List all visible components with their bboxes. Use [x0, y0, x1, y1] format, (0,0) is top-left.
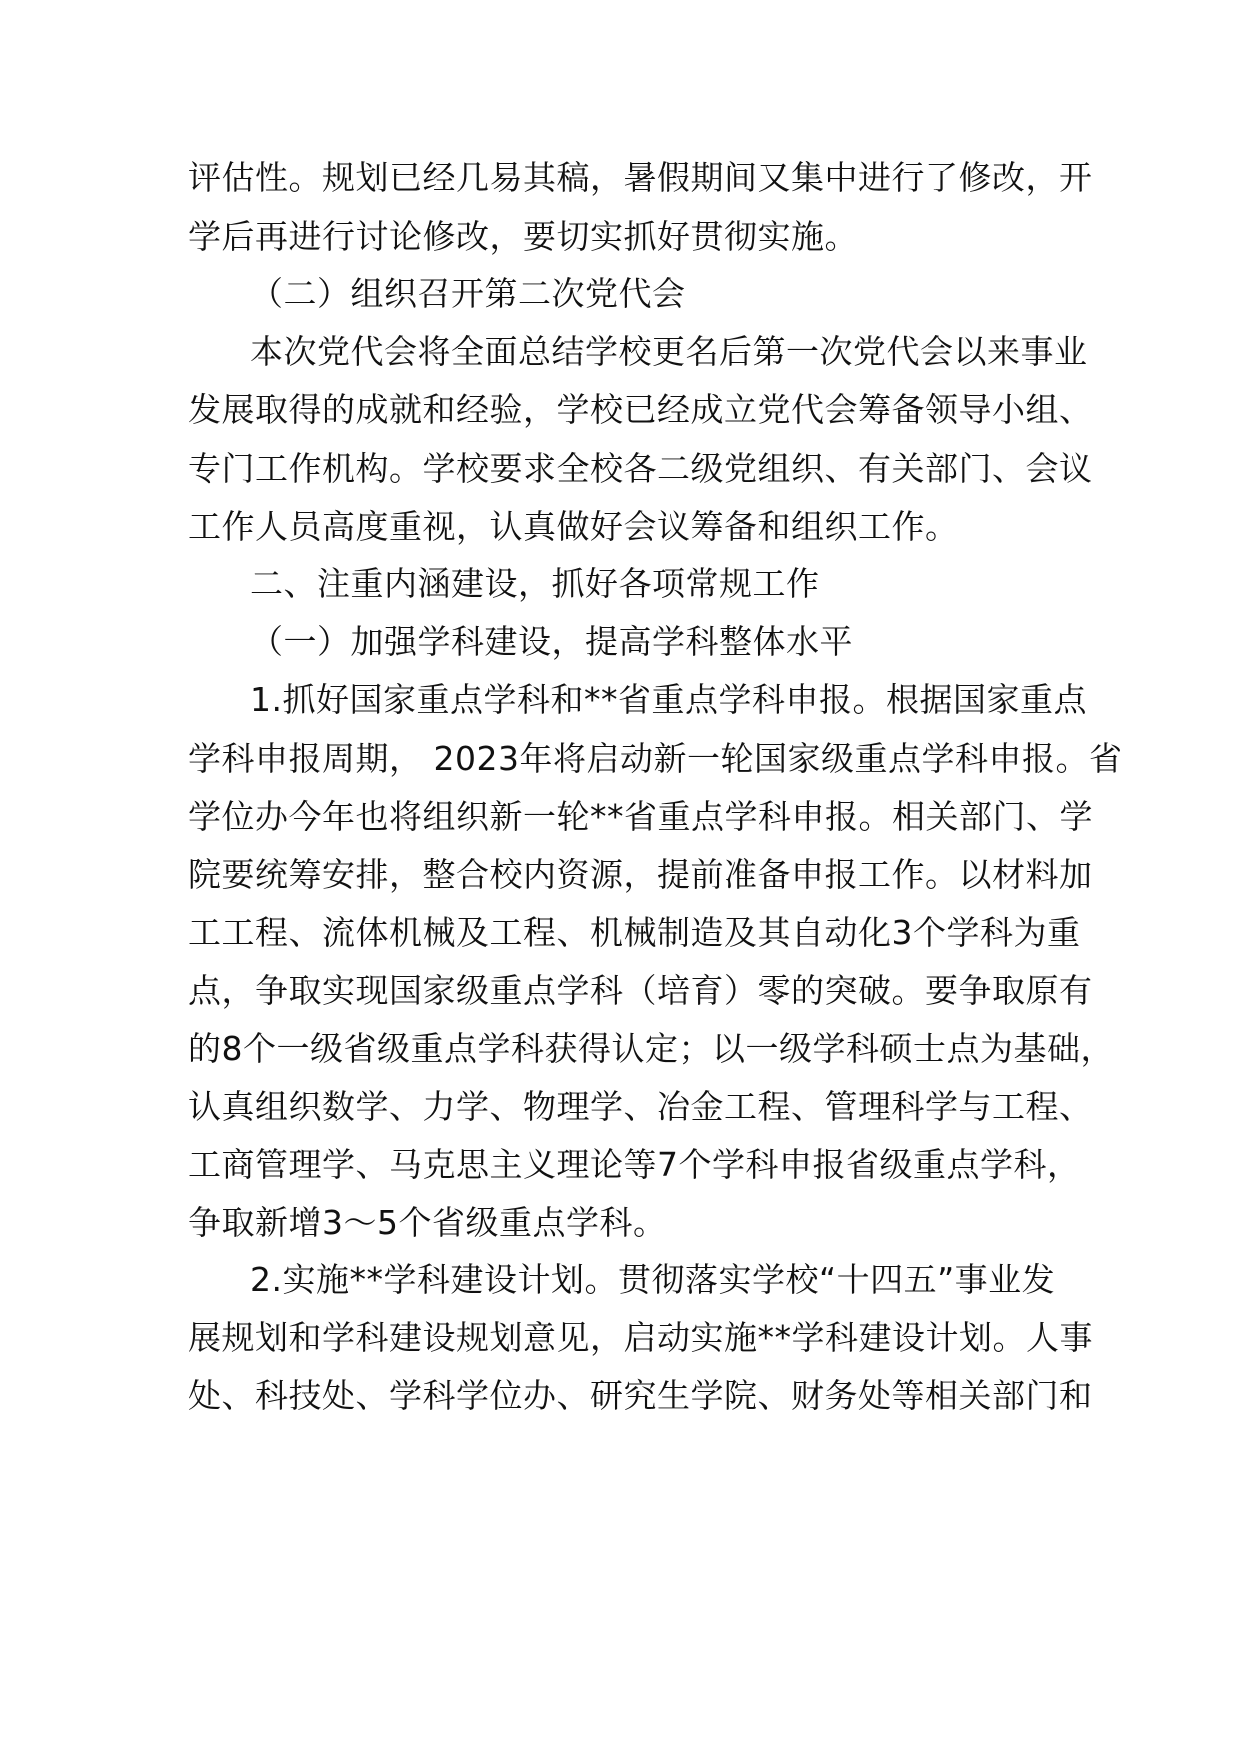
text-line: 的8个一级省级重点学科获得认定；以一级学科硕士点为基础，	[188, 1029, 1114, 1068]
text-line: 点，争取实现国家级重点学科（培育）零的突破。要争取原有	[188, 971, 1093, 1010]
text-line: 处、科技处、学科学位办、研究生学院、财务处等相关部门和	[188, 1376, 1093, 1415]
text-line: 学位办今年也将组织新一轮**省重点学科申报。相关部门、学	[188, 797, 1093, 836]
text-line: 工工程、流体机械及工程、机械制造及其自动化3个学科为重	[188, 913, 1081, 952]
section-heading: （一）加强学科建设，提高学科整体水平	[250, 622, 853, 661]
text-line: 本次党代会将全面总结学校更名后第一次党代会以来事业	[250, 332, 1088, 371]
text-line: 专门工作机构。学校要求全校各二级党组织、有关部门、会议	[188, 449, 1093, 488]
text-line: 展规划和学科建设规划意见，启动实施**学科建设计划。人事	[188, 1318, 1093, 1357]
text-line: 评估性。规划已经几易其稿，暑假期间又集中进行了修改，开	[188, 158, 1093, 197]
text-line: 工作人员高度重视，认真做好会议筹备和组织工作。	[188, 507, 959, 546]
text-line: 院要统筹安排，整合校内资源，提前准备申报工作。以材料加	[188, 855, 1093, 894]
text-line: 工商管理学、马克思主义理论等7个学科申报省级重点学科，	[188, 1145, 1081, 1184]
section-heading: （二）组织召开第二次党代会	[250, 274, 686, 313]
section-heading: 二、注重内涵建设，抓好各项常规工作	[250, 564, 820, 603]
text-line: 认真组织数学、力学、物理学、冶金工程、管理科学与工程、	[188, 1087, 1093, 1126]
text-line: 发展取得的成就和经验，学校已经成立党代会筹备领导小组、	[188, 390, 1093, 429]
text-line: 1.抓好国家重点学科和**省重点学科申报。根据国家重点	[250, 680, 1087, 719]
text-line: 2.实施**学科建设计划。贯彻落实学校“十四五”事业发	[250, 1260, 1056, 1299]
text-line: 争取新增3～5个省级重点学科。	[188, 1203, 667, 1242]
text-line: 学后再进行讨论修改，要切实抓好贯彻实施。	[188, 217, 858, 256]
text-line: 学科申报周期， 2023年将启动新一轮国家级重点学科申报。省	[188, 739, 1123, 778]
